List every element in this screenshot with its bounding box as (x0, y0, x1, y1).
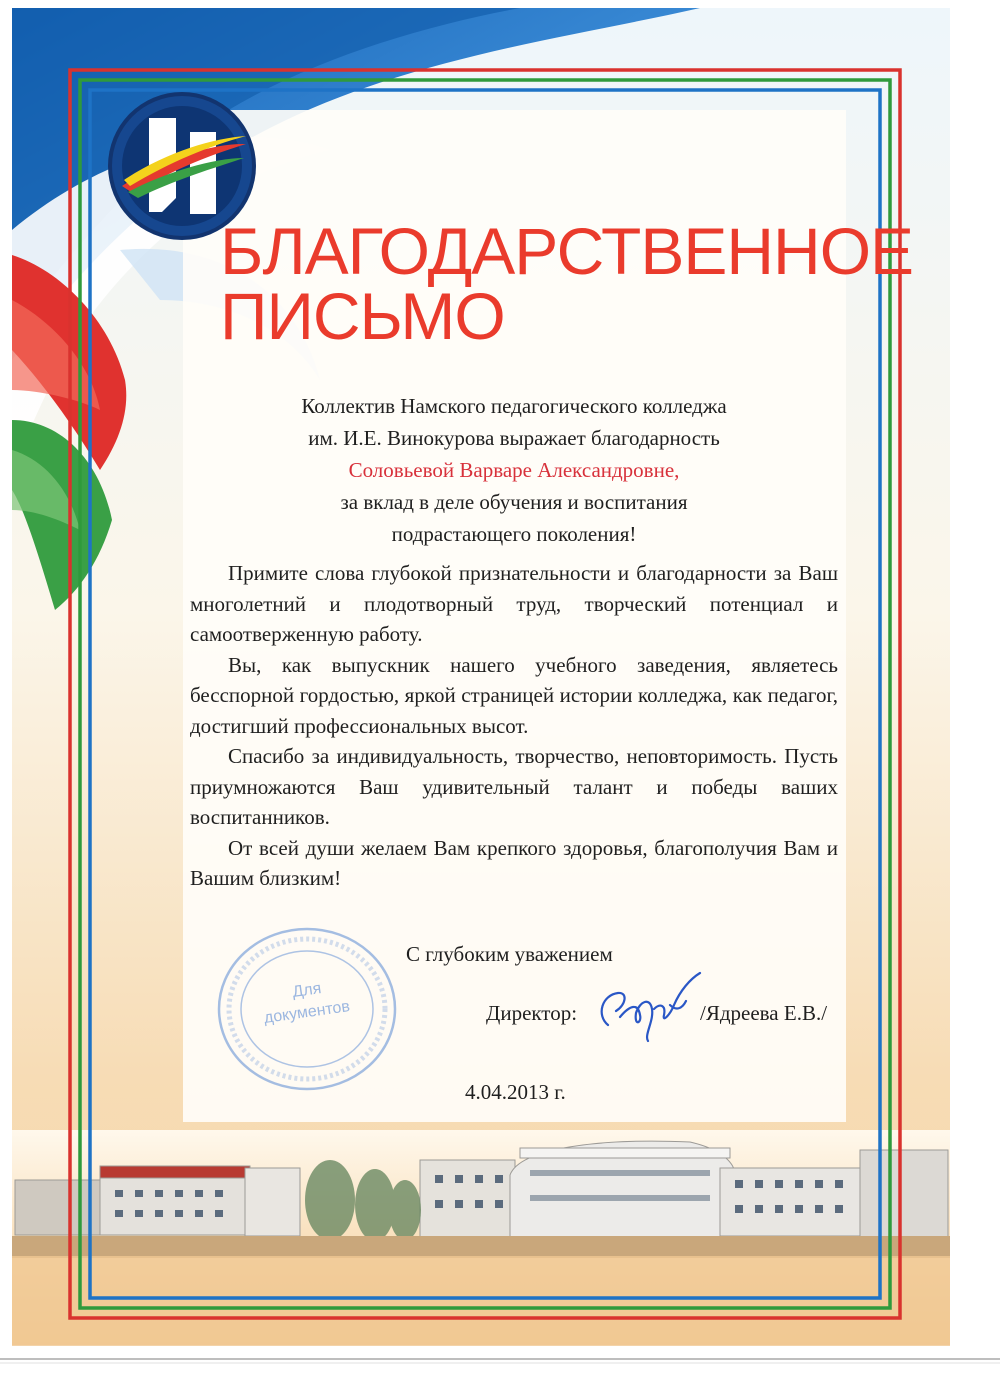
intro-line-2: им. И.Е. Винокурова выражает благодарность (308, 426, 720, 450)
letter-body (190, 558, 838, 894)
intro-line-3: за вклад в деле обучения и воспитания (340, 490, 688, 514)
paragraph-4: От всей души желаем Вам крепкого здоровья, благополучия Вам и Вашим близким! (190, 835, 838, 890)
intro-block (190, 390, 838, 550)
intro-line-4: подрастающего поколения! (391, 522, 637, 546)
paragraph-2: Вы, как выпускник нашего учебного заведения, являетесь бесспорной гордостью, яркой страницей истории колледжа, как педагог, достигший профессиональных высот. (190, 652, 838, 738)
paragraph-3: Спасибо за индивидуальность, творчество, неповторимость. Пусть приумножаются Ваш удивительный талант и победы ваших воспитанников. (190, 744, 838, 829)
recipient-name: Соловьевой Варваре Александровне, (348, 458, 680, 482)
intro-line-1: Коллектив Намского педагогического колледжа (301, 394, 727, 418)
director-label: Директор: (486, 1001, 578, 1025)
paragraph-1: Примите слова глубокой признательности и благодарности за Ваш многолетний и плодотворный труд, творческий потенциал и самоотверженную работу. (190, 561, 838, 646)
stamp-text-2: документов (262, 998, 351, 1027)
signature-icon (590, 965, 705, 1045)
stamp-icon (214, 924, 400, 1094)
stamp-text-1: Для (291, 980, 323, 1001)
director-name: /Ядреева Е.В./ (700, 1001, 828, 1025)
letter-date: 4.04.2013 г. (465, 1080, 566, 1104)
title-line-2: ПИСЬМО (220, 279, 505, 353)
closing-text: С глубоким уважением (406, 942, 613, 966)
title-line-1: БЛАГОДАРСТВЕННОЕ (220, 214, 914, 288)
